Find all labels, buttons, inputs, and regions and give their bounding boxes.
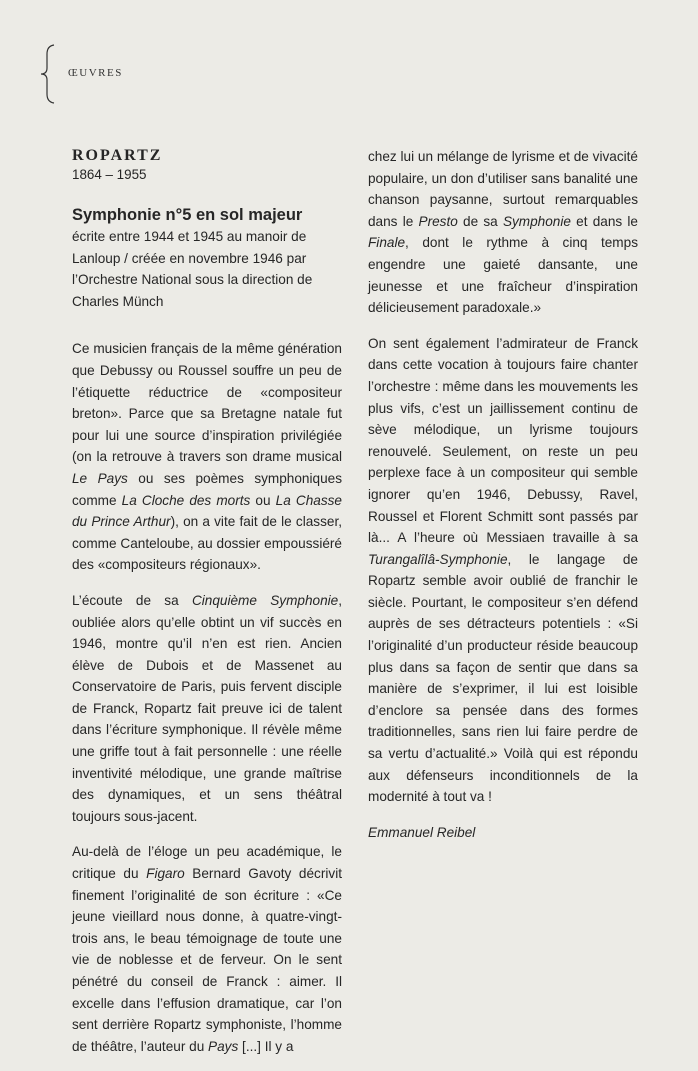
- author-signature: Emmanuel Reibel: [368, 824, 476, 840]
- composer-dates: 1864 – 1955: [72, 167, 147, 182]
- curly-brace-icon: [38, 44, 58, 104]
- paragraph: Ce musicien français de la même génération que Debussy ou Roussel souffre un peu de l’étiquette réductrice de «compositeur breton». Parce que sa Bretagne natale fut pour lui une source d’inspiration privilégiée (on la retrouve à travers son drame musical Le Pays ou ses poèmes symphoniques comme La Cloche des morts ou La Chasse du Prince Arthur), on a vite fait de le classer, comme Canteloube, au dossier empoussiéré des «compositeurs régionaux».: [72, 341, 342, 573]
- section-label: ŒUVRES: [68, 67, 123, 79]
- paragraph: On sent également l’admirateur de Franck dans cette vocation à toujours faire chanter l’orchestre : même dans les mouvements les plus vifs, c’est un jaillissement continu de sève mélodique, un lyrisme toujours renouvelé. Seulement, on reste un peu perplexe face à un compositeur qui semble ignorer qu’en 1946, Debussy, Ravel, Roussel et Florent Schmitt sont passés par là... A l’heure où Messiaen travaille à sa Turangalîlâ-Symphonie, le langage de Ropartz semble avoir oublié de franchir le siècle. Pourtant, le compositeur s’en défend auprès de ses détracteurs potentiels : «Si l’originalité d’un producteur réside beaucoup plus dans sa façon de sentir que dans sa manière de s’exprimer, il lui est loisible d’enclore sa pensée dans des formes traditionnelles, sans rien lui faire perdre de sa vertu d’actualité.» Voilà qui est répondu aux défenseurs inconditionnels de la modernité à tout va !: [368, 335, 638, 805]
- right-column: [368, 146, 638, 857]
- work-title: Symphonie n°5 en sol majeur: [72, 206, 303, 224]
- paragraph: chez lui un mélange de lyrisme et de vivacité populaire, un don d’utiliser sans banalité une chanson paysanne, surtout remarquables dans le Presto de sa Symphonie et dans le Finale, dont le rythme à cinq temps engendre une gaieté dansante, une jeunesse et une fraîcheur d’inspiration délicieusement paradoxale.»: [368, 149, 638, 316]
- work-subtitle: écrite entre 1944 et 1945 au manoir de Lanloup / créée en novembre 1946 par l’Orchestre National sous la direction de Charles Münch: [72, 229, 313, 309]
- left-column: [72, 146, 342, 1071]
- paragraph: L’écoute de sa Cinquième Symphonie, oubliée alors qu’elle obtint un vif succès en 1946, montre qu’il n’en est rien. Ancien élève de Dubois et de Massenet au Conservatoire de Paris, puis fervent disciple de Franck, Ropartz fait preuve ici de talent dans l’écriture symphonique. Il révèle même une griffe tout à fait personnelle : une réelle inventivité mélodique, une grande maîtrise des dynamiques, et un sens théâtral toujours sous-jacent.: [72, 592, 342, 824]
- composer-name: ROPARTZ: [72, 147, 163, 164]
- paragraph: Au-delà de l’éloge un peu académique, le critique du Figaro Bernard Gavoty décrivit finement l’originalité de son écriture : «Ce jeune vieillard nous donne, à quatre-vingt-trois ans, le beau témoignage de toute une vie de noblesse et de ferveur. On le sent pénétré du conseil de Franck : aimer. Il excelle dans l’effusion dramatique, car l’on sent derrière Ropartz symphoniste, l’homme de théâtre, l’auteur du Pays [...] Il y a: [72, 844, 342, 1054]
